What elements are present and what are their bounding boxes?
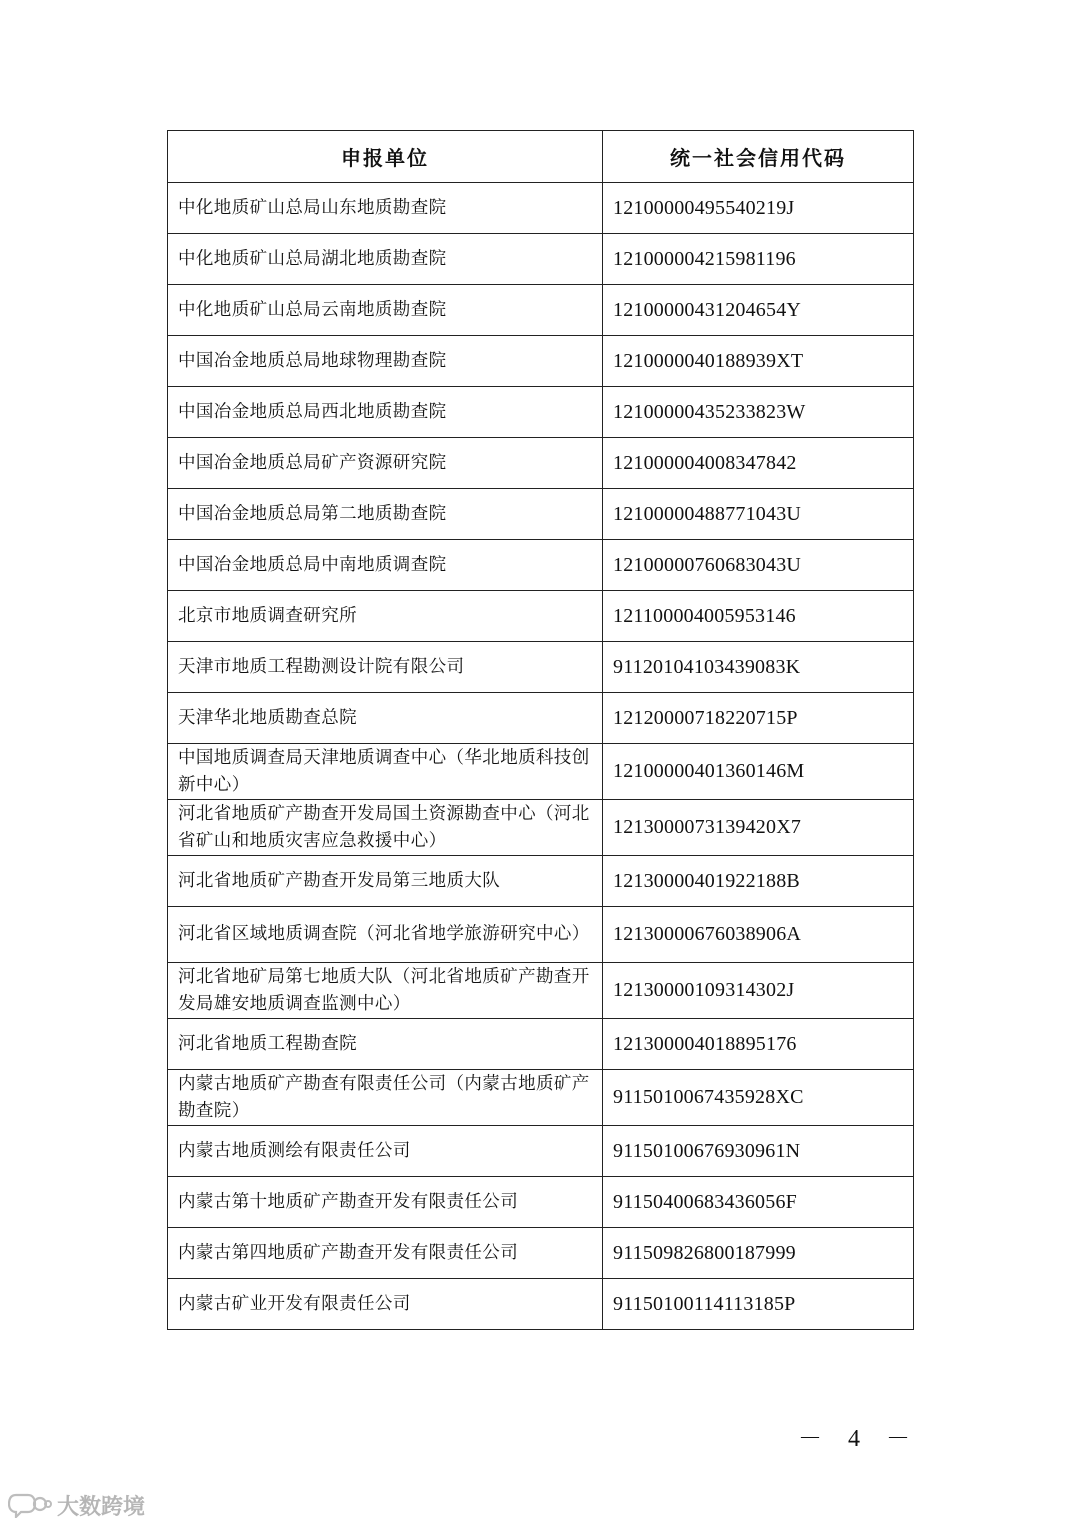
code-cell: 12130000109314302J [603, 963, 914, 1019]
table-row [168, 1228, 914, 1279]
code-cell: 121000004215981196 [603, 234, 914, 285]
code-cell: 12100000435233823W [603, 387, 914, 438]
code-cell: 9115010067435928XC [603, 1070, 914, 1126]
table-row [168, 1279, 914, 1330]
table-row [168, 183, 914, 234]
code-cell: 12100000488771043U [603, 489, 914, 540]
table-body [168, 183, 914, 1330]
unit-cell: 内蒙古第四地质矿产勘查开发有限责任公司 [168, 1228, 603, 1279]
code-cell: 91150100114113185P [603, 1279, 914, 1330]
unit-cell: 河北省区域地质调查院（河北省地学旅游研究中心） [168, 907, 603, 963]
table-row [168, 1019, 914, 1070]
code-cell: 91120104103439083K [603, 642, 914, 693]
code-cell: 12100000760683043U [603, 540, 914, 591]
table-row [168, 234, 914, 285]
unit-cell: 河北省地矿局第七地质大队（河北省地质矿产勘查开发局雄安地质调查监测中心） [168, 963, 603, 1019]
table-row [168, 1126, 914, 1177]
table-row [168, 285, 914, 336]
unit-cell: 中国冶金地质总局矿产资源研究院 [168, 438, 603, 489]
unit-cell: 中国地质调查局天津地质调查中心（华北地质科技创新中心） [168, 744, 603, 800]
code-cell: 12130000401922188B [603, 856, 914, 907]
page-number: － 4 － [798, 1426, 920, 1452]
code-cell: 911509826800187999 [603, 1228, 914, 1279]
table-row [168, 800, 914, 856]
table-row [168, 693, 914, 744]
unit-cell: 河北省地质工程勘查院 [168, 1019, 603, 1070]
header-unit: 申报单位 [168, 131, 603, 183]
code-cell: 12100000495540219J [603, 183, 914, 234]
table-row [168, 1177, 914, 1228]
code-cell: 12100000431204654Y [603, 285, 914, 336]
unit-cell: 内蒙古矿业开发有限责任公司 [168, 1279, 603, 1330]
table-row [168, 336, 914, 387]
unit-cell: 河北省地质矿产勘查开发局国土资源勘查中心（河北省矿山和地质灾害应急救援中心） [168, 800, 603, 856]
unit-cell: 中化地质矿山总局湖北地质勘查院 [168, 234, 603, 285]
watermark-text: 大数跨境 [57, 1494, 146, 1520]
code-cell: 12130000676038906A [603, 907, 914, 963]
unit-cell: 河北省地质矿产勘查开发局第三地质大队 [168, 856, 603, 907]
code-cell: 91150100676930961N [603, 1126, 914, 1177]
unit-cell: 天津华北地质勘查总院 [168, 693, 603, 744]
unit-cell: 北京市地质调查研究所 [168, 591, 603, 642]
header-code: 统一社会信用代码 [603, 131, 914, 183]
table-row [168, 387, 914, 438]
code-cell: 1210000040188939XT [603, 336, 914, 387]
code-cell: 1213000073139420X7 [603, 800, 914, 856]
unit-cell: 内蒙古地质测绘有限责任公司 [168, 1126, 603, 1177]
unit-cell: 内蒙古地质矿产勘查有限责任公司（内蒙古地质矿产勘查院） [168, 1070, 603, 1126]
code-cell: 12100000401360146M [603, 744, 914, 800]
unit-cell: 中化地质矿山总局云南地质勘查院 [168, 285, 603, 336]
watermark [8, 1490, 145, 1520]
table-row [168, 907, 914, 963]
table-row [168, 1070, 914, 1126]
table-row [168, 744, 914, 800]
code-cell: 12120000718220715P [603, 693, 914, 744]
table-row [168, 963, 914, 1019]
speech-bubble-logo-icon [8, 1492, 52, 1518]
unit-cell: 天津市地质工程勘测设计院有限公司 [168, 642, 603, 693]
table-row [168, 591, 914, 642]
code-cell: 121100004005953146 [603, 591, 914, 642]
table-row [168, 642, 914, 693]
unit-cell: 内蒙古第十地质矿产勘查开发有限责任公司 [168, 1177, 603, 1228]
table-header-row [168, 131, 914, 183]
credit-code-table [167, 130, 914, 1330]
unit-cell: 中国冶金地质总局西北地质勘查院 [168, 387, 603, 438]
table-row [168, 438, 914, 489]
table-row [168, 540, 914, 591]
unit-cell: 中国冶金地质总局中南地质调查院 [168, 540, 603, 591]
unit-cell: 中国冶金地质总局第二地质勘查院 [168, 489, 603, 540]
code-cell: 91150400683436056F [603, 1177, 914, 1228]
table-row [168, 489, 914, 540]
unit-cell: 中化地质矿山总局山东地质勘查院 [168, 183, 603, 234]
code-cell: 121300004018895176 [603, 1019, 914, 1070]
code-cell: 121000004008347842 [603, 438, 914, 489]
unit-cell: 中国冶金地质总局地球物理勘查院 [168, 336, 603, 387]
table-row [168, 856, 914, 907]
